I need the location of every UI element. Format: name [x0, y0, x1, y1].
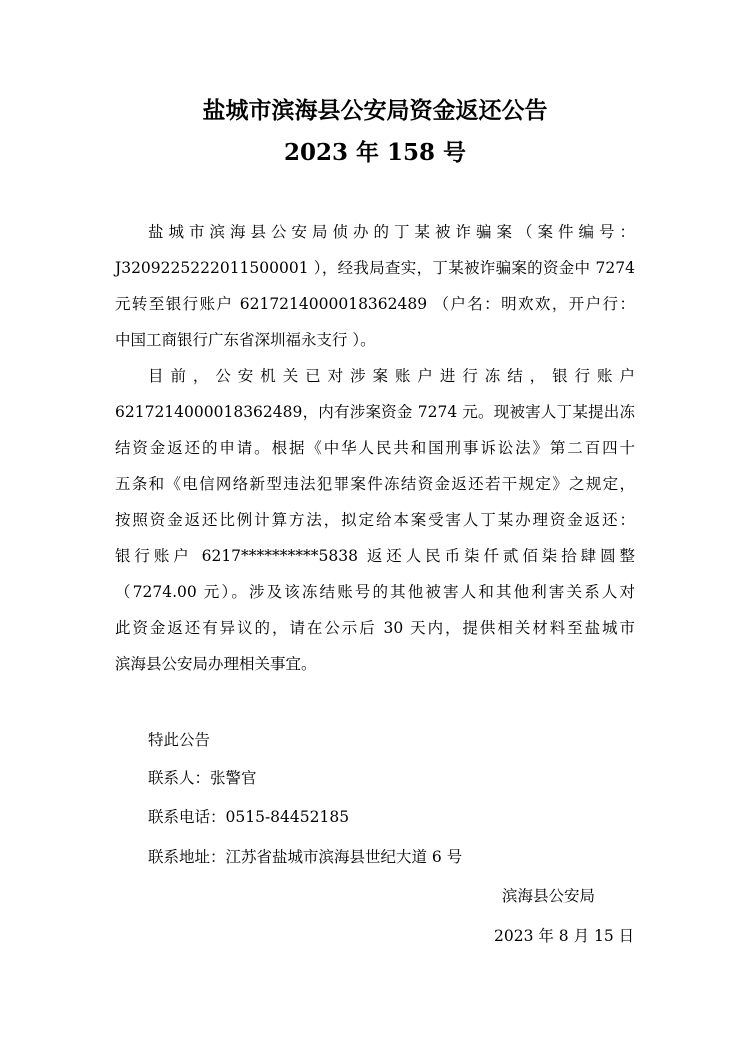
paragraph-line: 盐城市滨海县公安局侦办的丁某被诈骗案（案件编号： [148, 223, 635, 241]
paragraph-line: 元转至银行账户 6217214000018362489 （户名：明欢欢，开户行： [115, 295, 635, 313]
announcement-body [115, 214, 635, 682]
issue-date: 2023 年 8 月 15 日 [494, 927, 635, 945]
paragraph-line: 银行账户 6217**********5838 返还人民币柒仟贰佰柒拾肆圆整 [115, 547, 635, 565]
paragraph-line: 五条和《电信网络新型违法犯罪案件冻结资金返还若干规定》之规定， [115, 475, 635, 493]
paragraph-line: 目前，公安机关已对涉案账户进行冻结，银行账户 [148, 367, 635, 385]
paragraph-line: 此资金返还有异议的，请在公示后 30 天内，提供相关材料至盐城市 [115, 619, 635, 637]
contact-address: 联系地址：江苏省盐城市滨海县世纪大道 6 号 [148, 848, 463, 866]
paragraph-line: 按照资金返还比例计算方法，拟定给本案受害人丁某办理资金返还： [115, 511, 635, 529]
paragraph-line: 6217214000018362489，内有涉案资金 7274 元。现被害人丁某提出冻 [115, 403, 635, 421]
issuer-name: 滨海县公安局 [502, 887, 596, 905]
contact-phone: 联系电话：0515-84452185 [148, 808, 350, 826]
document-title: 盐城市滨海县公安局资金返还公告 [202, 97, 548, 124]
paragraph-line: （7274.00 元）。涉及该冻结账号的其他被害人和其他利害关系人对 [115, 583, 635, 601]
document-number: 2023 年 158 号 [283, 139, 467, 166]
paragraph-line: 中国工商银行广东省深圳福永支行 ）。 [115, 331, 376, 349]
paragraph-line: 结资金返还的申请。根据《中华人民共和国刑事诉讼法》第二百四十 [115, 439, 635, 457]
contact-person: 联系人：张警官 [148, 769, 257, 787]
paragraph-refund-decision [115, 358, 635, 682]
closing-text: 特此公告 [148, 731, 211, 749]
paragraph-line: J3209225222011500001 ），经我局查实，丁某被诈骗案的资金中 7274 [115, 259, 635, 277]
paragraph-case-details [115, 214, 635, 358]
paragraph-line: 滨海县公安局办理相关事宜。 [115, 655, 317, 673]
